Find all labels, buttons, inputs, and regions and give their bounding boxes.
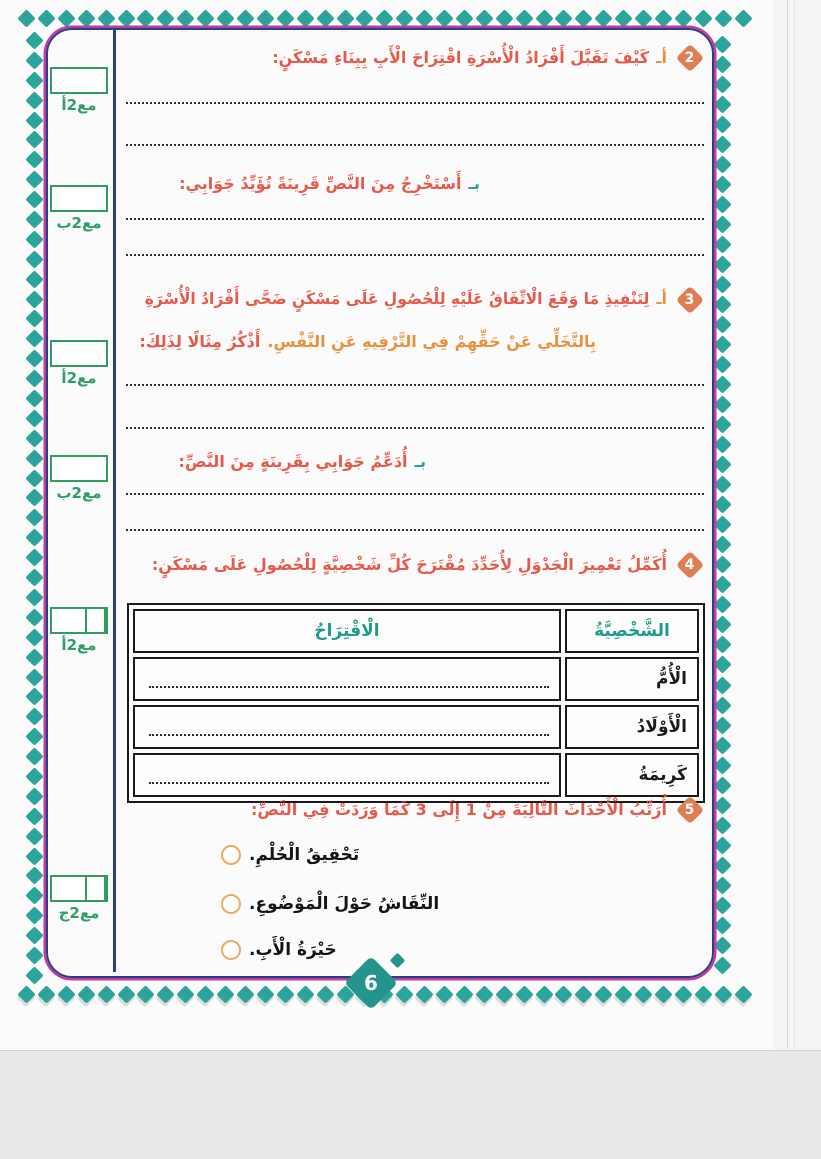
question-3a-heading-line1 (118, 288, 706, 311)
score-box[interactable] (50, 185, 108, 212)
character-cell: الْأُمُّ (565, 657, 699, 701)
score-box-label: مع2أ (61, 636, 97, 654)
answer-dotted-line[interactable] (126, 384, 704, 386)
score-box-label: مع2أ (61, 369, 97, 387)
score-box[interactable] (50, 340, 108, 367)
diamond-border-left (24, 34, 44, 982)
character-cell: كَرِيمَةُ (565, 753, 699, 797)
question-3b-text: أُدَعِّمُ جَوَابِي بِقَرِينَةٍ مِنَ النَّصِّ: (178, 452, 408, 471)
score-box-label: مع2ب (56, 214, 102, 232)
score-box[interactable] (50, 455, 108, 482)
table-header-row (133, 609, 699, 653)
event-text: تَحْقِيقُ الْحُلْمِ. (249, 845, 360, 865)
scan-edge-line (794, 0, 795, 1048)
answer-dotted-line[interactable] (149, 734, 549, 736)
answer-dotted-line[interactable] (126, 218, 704, 220)
score-box-group (50, 67, 108, 114)
answer-dotted-line[interactable] (126, 427, 704, 429)
score-box-group (50, 185, 108, 232)
order-circle[interactable] (221, 894, 241, 914)
question-2a-text: كَيْفَ تَقَبَّلَ أَفْرَادُ الْأُسْرَةِ اقْتِرَاحَ الْأَبِ بِبِنَاءِ مَسْكَنٍ: (272, 48, 650, 67)
question-2b-heading (118, 172, 706, 196)
scan-background (0, 1050, 821, 1159)
question-2a-prefix: أـ (656, 48, 667, 67)
table-row (133, 753, 699, 797)
diamond-border-right (712, 38, 732, 972)
score-box[interactable] (50, 607, 108, 634)
question-2b-prefix: بـ (468, 174, 480, 193)
question-3a-prefix: أـ (656, 290, 667, 308)
diamond-border-top (20, 8, 750, 28)
question-3a-text-line2a: بِالتَّخَلِّي عَنْ حَقِّهِمْ فِي التَّرْفِيهِ عَنِ النَّفْسِ. (267, 332, 596, 351)
header-proposal: الْاقْتِرَاحُ (133, 609, 561, 653)
question-5-heading (118, 798, 706, 822)
page-number-badge: 6 (344, 956, 398, 1010)
score-box[interactable] (50, 875, 108, 902)
question-3-badge: 3 (676, 285, 704, 313)
answer-dotted-line[interactable] (126, 144, 704, 146)
table-row (133, 705, 699, 749)
score-box-group (50, 875, 108, 922)
order-circle[interactable] (221, 845, 241, 865)
question-3a-heading-line2 (118, 330, 706, 354)
question-2a-heading (118, 46, 706, 70)
table-row (133, 657, 699, 701)
answer-dotted-line[interactable] (149, 782, 549, 784)
character-cell: الْأَوْلَادُ (565, 705, 699, 749)
question-4-badge: 4 (676, 551, 704, 579)
answer-dotted-line[interactable] (126, 493, 704, 495)
score-box-group (50, 340, 108, 387)
question-2b-text: أَسْتَخْرِجُ مِنَ النَّصِّ قَرِينَةً تُؤَيِّدُ جَوَابِي: (179, 174, 462, 193)
page-frame (46, 28, 714, 978)
scan-edge-line (787, 0, 788, 1048)
proposals-table (127, 603, 705, 803)
event-text: النِّقَاشُ حَوْلَ الْمَوْضُوعِ. (249, 894, 440, 914)
question-3b-heading (118, 450, 706, 474)
score-box[interactable] (50, 67, 108, 94)
proposal-cell[interactable] (133, 753, 561, 797)
event-item (221, 894, 439, 914)
score-box-group (50, 607, 108, 654)
proposal-cell[interactable] (133, 705, 561, 749)
proposal-cell[interactable] (133, 657, 561, 701)
question-5-badge: 5 (676, 796, 704, 824)
score-box-label: مع2أ (61, 96, 97, 114)
order-circle[interactable] (221, 940, 241, 960)
score-box-label: مع2ب (56, 484, 102, 502)
answer-dotted-line[interactable] (126, 102, 704, 104)
question-3a-text-line1: لِتَنْفِيذِ مَا وَقَعَ الْاتِّفَاقُ عَلَيْهِ لِلْحُصُولِ عَلَى مَسْكَنٍ ضَحَّى أَفْرَادُ الْأُسْرَةِ (144, 290, 650, 308)
answer-dotted-line[interactable] (126, 254, 704, 256)
question-3a-text-line2b: أَذْكُرُ مِثَالًا لِذَلِكَ: (139, 332, 261, 351)
answer-dotted-line[interactable] (126, 529, 704, 531)
question-3b-prefix: بـ (414, 452, 426, 471)
question-4-text: أُكَمِّلُ تَعْمِيرَ الْجَدْوَلِ لِأُحَدِّدَ مُقْتَرَحَ كُلِّ شَخْصِيَّةٍ لِلْحُصُولِ عَلَى مَسْكَنٍ: (151, 555, 667, 574)
answer-dotted-line[interactable] (149, 686, 549, 688)
question-5-text: أُرَتِّبُ الْأَحْدَاثَ التَّالِيَةَ مِنْ 1 إِلَى 3 كَمَا وَرَدَتْ فِي النَّصِّ: (250, 800, 667, 819)
event-text: حَيْرَةُ الْأَبِ. (249, 940, 337, 960)
score-box-group (50, 455, 108, 502)
question-2-badge: 2 (676, 44, 704, 72)
event-item (221, 940, 337, 960)
question-4-heading (118, 553, 706, 577)
margin-separator-line (113, 30, 116, 972)
event-item (221, 845, 359, 865)
score-box-label: مع2ج (58, 904, 100, 922)
header-character: الشَّخْصِيَّةُ (565, 609, 699, 653)
